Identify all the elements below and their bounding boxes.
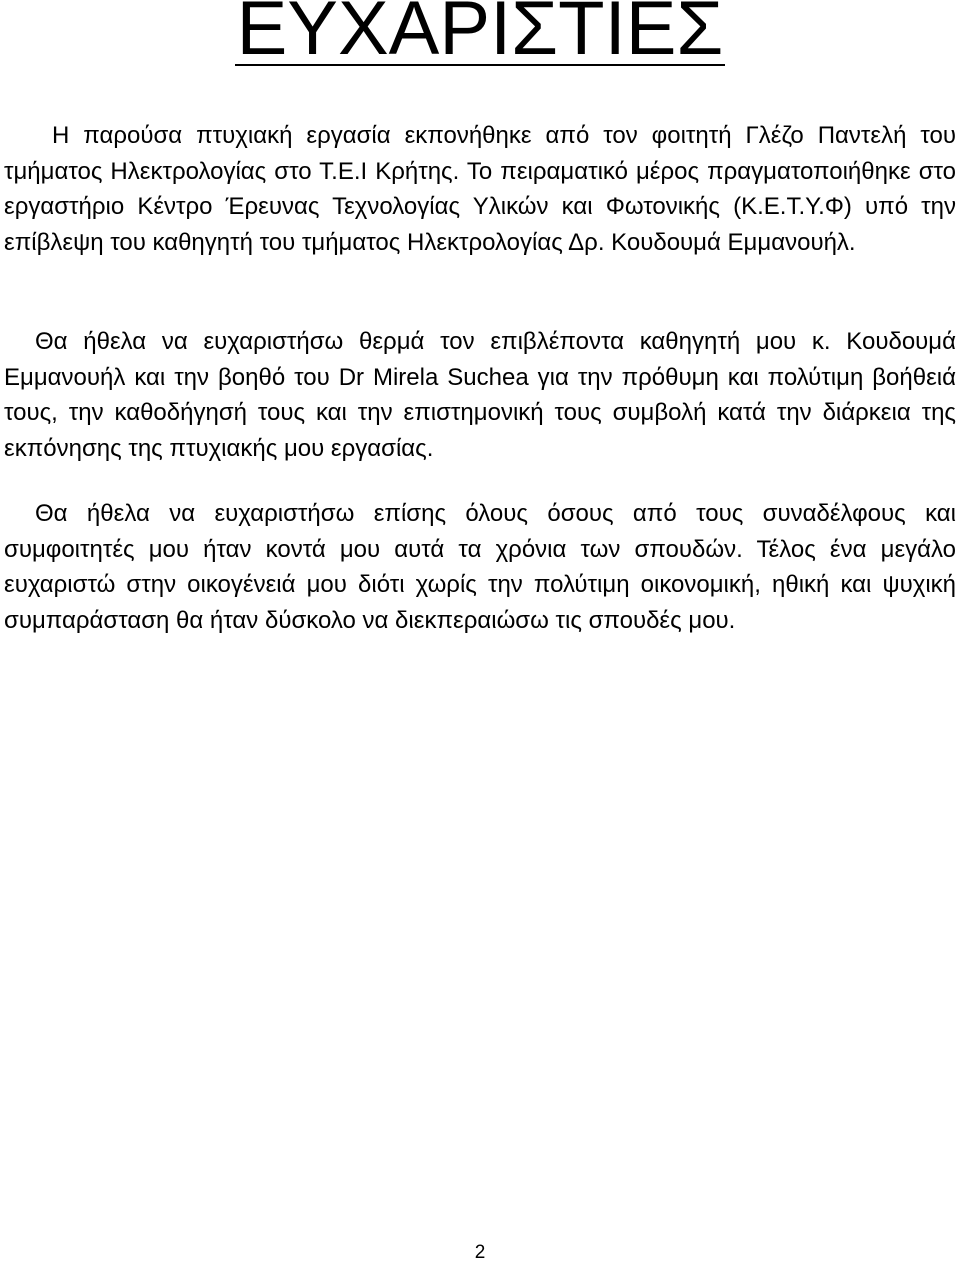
paragraph-project-info: Η παρούσα πτυχιακή εργασία εκπονήθηκε από τον φοιτητή Γλέζο Παντελή του τμήματος Ηλεκτρολογίας στο Τ.Ε.Ι Κρήτης. Το πειραματικό μέρος πραγματοποιήθηκε στο εργαστήριο Κέντρο Έρευνας Τεχνολογίας Υλικών και Φωτονικής (Κ.Ε.Τ.Υ.Φ) υπό την επίβλεψη του καθηγητή του τμήματος Ηλεκτρολογίας Δρ. Κουδουμά Εμμανουήλ. [4,122,956,256]
page-number: 2 [474,1242,486,1263]
paragraph-thanks-supervisors: Θα ήθελα να ευχαριστήσω θερμά τον επιβλέποντα καθηγητή μου κ. Κουδουμά Εμμανουήλ και την βοηθό του Dr Mirela Suchea για την πρόθυμη και πολύτιμη βοήθειά τους, την καθοδήγησή τους και την επιστημονική τους συμβολή κατά την διάρκεια της εκπόνησης της πτυχιακής μου εργασίας. [4,328,956,462]
page-title: ΕΥΧΑΡΙΣΤΙΕΣ [235,0,726,66]
paragraph-thanks-family: Θα ήθελα να ευχαριστήσω επίσης όλους όσους από τους συναδέλφους και συμφοιτητές μου ήταν κοντά μου αυτά τα χρόνια των σπουδών. Τέλος ένα μεγάλο ευχαριστώ στην οικογένειά μου διότι χωρίς την πολύτιμη οικονομική, ηθική και ψυχική συμπαράσταση θα ήταν δύσκολο να διεκπεραιώσω τις σπουδές μου. [4,500,956,634]
title-container [0,0,960,117]
